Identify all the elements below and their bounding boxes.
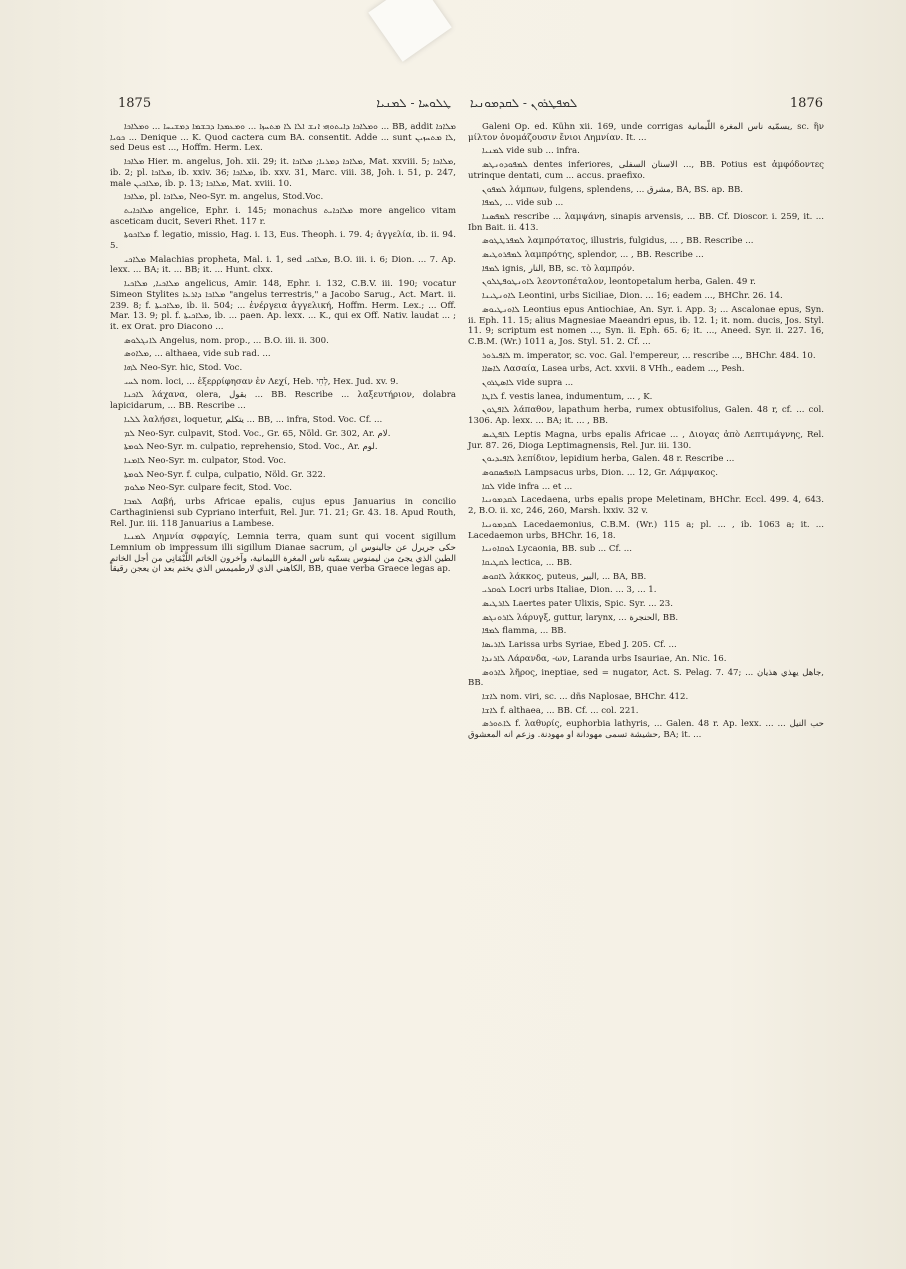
dictionary-entry: ܠܐܣܛܪܘܢ vide supra ... bbox=[482, 378, 574, 389]
dictionary-entry: ܘܡܠܐܟܐ ܕܐܝܬܘܗܝ ܐܢܫ ܐܠܐ ܠܐ ܡܬܚܙܐ ... ܘܡܥܡܕܐ ܕܒܫܡܐ ܕܡܫܝܚܐ ... ܘܡܠܐܟܐ ... BB, addit ܡܠܐܟܐ ܟܘܝܐ ... Denique ... K. Quod cactera cum BA. consentit. Adde ... sunt ܠܐ ܡܬܚܙܝܢ, sed Deus est ..., Hoffm. Herm. Lex. bbox=[110, 122, 457, 154]
dictionary-entry: ܠܡܦܘܢ λάμπων, fulgens, splendens, ... مشرق, BA, BS. ap. BB. bbox=[482, 184, 743, 195]
dictionary-entry: ܠܡܦܪܛܛܘܣ λαμπρότατος, illustris, fulgidus, ... , BB. Rescribe ... bbox=[482, 236, 754, 247]
dictionary-entry: ܠܐܪܘܢܓܣ λάρυγξ, guttur, larynx, ... الحنجرة, BB. bbox=[482, 612, 679, 623]
dictionary-entry: ܠܩܛܝܩܐ lectica, ... BB. bbox=[482, 557, 573, 568]
right-page-number: 1876 bbox=[789, 95, 823, 111]
left-page-number: 1875 bbox=[118, 95, 152, 111]
left-header bbox=[118, 93, 451, 113]
left-column bbox=[110, 122, 456, 578]
dictionary-entry: ܠܠܝܐ λαλήσει, loquetur, يتكلم ... BB, ... infra, Stod. Voc. Cf. ... bbox=[124, 414, 383, 425]
dictionary-entry: ܠܐܫܐ nom. viri, sc. ... dñs Naplosae, BHChr. 412. bbox=[482, 691, 689, 702]
dictionary-entry: ܡܠܐܟܝܐ, ܡܠܐܟܝܐ angelicus, Amir. 148, Ephr. i. 132, C.B.V. iii. 190; vocatur Simeon Stylites ܡܠܐܟܐ ܕܐܪܥܐ "angelus terrestris," a Jacobo Sarug., Act. Mart. ii. 239. 8; f. ܡܠܐܟܝܬܐ, ib. ii. 504; ... ἐνέργεια ἀγγελική, Hoffm. Herm. Lex.; ... Off. Mar. 13. 9; pl. f. ܡܠܐܟܝܬܐ, ib. ... paen. Ap. lexx. ... K., qui ex Off. Nativ. laudat ... ; it. ex Orat. pro Diacono ... bbox=[110, 279, 457, 332]
dictionary-entry: ܠܘܩܐܘܢܝܐ Lycaonia, BB. sub ... Cf. ... bbox=[482, 544, 632, 555]
dictionary-entry: ܡܠܘܡ Neo-Syr. culpare fecit, Stod. Voc. bbox=[124, 483, 292, 494]
dictionary-entry: ܠܐܘܢܛܝܘܣ Leontius epus Antiochiae, An. Syr. i. App. 3; ... Ascalonae epus, Syn. ii. Eph. 11. 15; alius Magnesiae Maeandri epus, ib. 12. 1; it. nom. ducis, Jos. Styl. 11. 9; scriptum est nomen ..., Syn. ii. Eph. 65. 6; it. ..., Aneed. Syr. ii. 227. 16, C.B.M. (Wr.) 1011 a, Jos. Styl. 51. 2. Cf. ... bbox=[468, 304, 824, 347]
dictionary-entry: ܠܐܫܐ f. althaea, ... BB. Cf. ... col. 221. bbox=[482, 705, 639, 716]
right-header bbox=[470, 93, 823, 113]
dictionary-entry: ܠܐܣܐܐ Λασαία, Lasea urbs, Act. xxvii. 8 VHh., eadem ..., Pesh. bbox=[482, 364, 745, 375]
dictionary-entry: ܠܐܛܐ f. vestis lanea, indumentum, ... , K. bbox=[482, 391, 653, 402]
dictionary-entry: ܠܐܘܢܛܝܢܐ Leontini, urbs Siciliae, Dion. ... 16; eadem ..., BHChr. 26. 14. bbox=[482, 291, 783, 302]
left-running-title: ܛܠܘܚܐ - ܠܡܢܝܐ bbox=[376, 95, 451, 110]
dictionary-entry: ܠܐܡܢܐ Neo-Syr. m. culpator, Stod. Voc. bbox=[124, 455, 287, 466]
dictionary-entry: ܠܐܦܝܕܝܘܢ λεπίδιον, lepidium herba, Galen. 48 r. Rescribe ... bbox=[482, 454, 735, 465]
dictionary-entry: ܠܡܢܝܐ Λημνία σφραγίς, Lemnia terra, quam sunt qui vocent sigillum Lemnium ob impressum illi sigillum Dianae sacrum, حكى جريرل عن جالينوس ان الطين الذي يجئ من ليمنوس يسمّيه ناس المغرة الليمانية، وآخرون الخاتم اللَّيْمَانِي من أجل الخاتم الكاهني الذي لارطميمس الذي يختم بعد ان يعجن رقيقاً, BB, quae verba Graece legas ap. bbox=[110, 532, 456, 575]
dictionary-entry: ܡܠܐܟܝ Malachias propheta, Mal. i. 1, sed ܡܠܐܟܝ, B.O. iii. i. 6; Dion. ... 7. Ap. lexx. ... BA; it. ... BB; it. ... Hunt. clxx. bbox=[110, 254, 456, 276]
dictionary-entry: ܠܡܦܘܕܘܢܛܣ dentes inferiores, الاسنان السفلى ..., BB. Potius est ἀμφόδοντες utrinque dentati, cum ... accus. praefixo. bbox=[468, 160, 824, 181]
dictionary-entry: ܠܡܦܪܘܛܝܣ λαμπρότης, splendor, ... , BB. Rescribe ... bbox=[482, 250, 704, 261]
dictionary-entry: ܠܡܦܐ, ... vide sub ... bbox=[482, 198, 564, 209]
dictionary-entry: ܠܡ Neo-Syr. culpavit, Stod. Voc., Gr. 65, Nöld. Gr. 302, Ar. لام. bbox=[124, 428, 391, 439]
dictionary-entry: ܠܐܡܦܣܩܘܣ Lampsacus urbs, Dion. ... 12, Gr. Λάμψακος. bbox=[482, 467, 718, 478]
dictionary-entry: ܡܠܐܟܐܝܬ angelice, Ephr. i. 145; monachus ܡܠܐܟܐܝܬ more angelico vitam asceticam ducit, Severi Rhet. 117 r. bbox=[110, 205, 456, 227]
dictionary-entry: ܠܚܝ nom. loci, ... ἐξερρίφησαν ἐν Λεχί, Heb. לְחִי, Hex. Jud. xv. 9. bbox=[124, 376, 399, 387]
dictionary-entry: ܠܡܒܐ Λαβή, urbs Africae epalis, cujus epus Januarius in concilio Carthaginiensi sub Cypriano interfuit, Rel. Jur. 71. 21; Gr. 43. 18. Apud Routh, Rel. Jur. iii. 118 Januarius a Lambese. bbox=[110, 497, 456, 529]
dictionary-entry: ܠܘܡܬܐ Neo-Syr. m. culpatio, reprehensio, Stod. Voc., Ar. لوم. bbox=[124, 442, 378, 453]
dictionary-entry: ܠܐܢܓܠܘܣ Angelus, nom. prop., ... B.O. iii. ii. 300. bbox=[124, 335, 329, 346]
dictionary-entry: ܠܐܩܘܣ λάκκος, puteus, البير, ... BA, BB. bbox=[482, 571, 647, 582]
dictionary-entry: ܠܘܩܪܝ Locri urbs Italiae, Dion. ... 3, ... 1. bbox=[482, 585, 657, 596]
right-column bbox=[468, 122, 824, 744]
dictionary-entry: ܠܐܪܝܣܐ Larissa urbs Syriae, Ebed J. 205. Cf. ... bbox=[482, 640, 677, 651]
dictionary-entry: Galeni Op. ed. Kühn xii. 169, unde corrigas يسمّيه ناس المغرة اللّيمانية, sc. ἣν μίλτον ὀνομάζουσιν ἔνιοι Λημνίαν. It. ... bbox=[468, 122, 824, 143]
dictionary-entry: ܠܗܐ Neo-Syr. hic, Stod. Voc. bbox=[124, 363, 243, 374]
dictionary-entry: ܡܠܐܟܐ, pl. ܡܠܐܟܐ, Neo-Syr. m. angelus, Stod.Voc. bbox=[124, 192, 324, 203]
dictionary-entry: ܡܠܐܘܣ, ... althaea, vide sub rad. ... bbox=[124, 349, 271, 360]
dictionary-entry: ܠܘܡܬܐ Neo-Syr. f. culpa, culpatio, Nöld. Gr. 322. bbox=[124, 469, 326, 480]
dictionary-entry: ܠܐܘܢܛܘܦܛܠܘܢ λεοντοπέταλον, leontopetalum herba, Galen. 49 r. bbox=[482, 277, 756, 288]
dictionary-entry: ܠܐܟܢܐ λάχανα, olera, بقول ... BB. Rescribe ... λαξευτήριον, dolabra lapicidarum, ... BB. Rescribe ... bbox=[110, 390, 456, 412]
dictionary-entry: ܠܡܢܝܐ vide sub ... infra. bbox=[482, 146, 580, 157]
dictionary-entry: ܠܡܦܣܢܐ rescribe ... λαμψάνη, sinapis arvensis, ... BB. Cf. Dioscor. i. 259, it. ... Ibn Bait. ii. 413. bbox=[468, 211, 824, 233]
folded-corner bbox=[368, 0, 452, 62]
dictionary-entry: ܠܩܐ vide infra ... et ... bbox=[482, 481, 573, 492]
dictionary-entry: ܠܐܪܢܕܐ Λάρανδα, -ων, Laranda urbs Isauriae, An. Nic. 16. bbox=[482, 653, 727, 664]
dictionary-entry: ܠܐܦܝܪܘܪ m. imperator, sc. voc. Gal. l'empereur, ... rescribe ..., BHChr. 484. 10. bbox=[482, 350, 816, 361]
dictionary-entry: ܠܡܦܐ flamma, ... BB. bbox=[482, 626, 567, 637]
right-running-title: ܠܡܦܛܪܘܢ - ܠܩܕܡܘܢܝܐ bbox=[470, 95, 578, 110]
dictionary-entry: ܡܠܐܟܘܬܐ f. legatio, missio, Hag. i. 13, Eus. Theoph. i. 79. 4; ἀγγελία, ib. ii. 94. 5. bbox=[110, 230, 456, 252]
dictionary-entry: ܠܩܕܡܘܢܝܐ Lacedaemonius, C.B.M. (Wr.) 115 a; pl. ... , ib. 1063 a; it. ... Lacedaemon urbs, BHChr. 16, 18. bbox=[468, 519, 824, 541]
dictionary-entry: ܡܠܐܟܐ Hier. m. angelus, Joh. xii. 29; it. ܡܠܐܟܐ ܕܡܪܝܐ; ܡܠܐܟܐ, Mat. xxviii. 5; ܡܠܐܟܐ, ib. 2; pl. ܡܠܐܟܐ, ib. xxiv. 36; ܡܠܐܟܐ, ib. xxv. 31, Marc. viii. 38, Joh. i. 51, p. 247, male ܡܠܐܟܝܢ, ib. p. 13; ܡܠܐܟܐ, Mat. xviii. 10. bbox=[110, 157, 457, 189]
dictionary-entry: ܠܐܬܘܪܣ f. λαθυρίς, euphorbia lathyris, ... Galen. 48 r. Ap. lexx. ... حب النيل ... حشيشة تسمى مهودانة او مهودنة. وزعم انه المعشوق, BA; it. ... bbox=[468, 719, 824, 741]
dictionary-entry: ܠܡܦܐ ignis, النار, BB, sc. τὸ λαμπρόν. bbox=[482, 263, 635, 274]
dictionary-entry: ܠܐܪܛܝܣ Laertes pater Ulixis, Spic. Syr. ... 23. bbox=[482, 599, 673, 610]
dictionary-entry: ܠܐܦܛܝܣ Leptis Magna, urbs epalis Africae ... , Διογας ἀπὸ Λεπτιμάγνης, Rel. Jur. 87. 26, Dioga Leptimagnensis, Rel. Jur. iii. 130. bbox=[468, 429, 824, 451]
dictionary-entry: ܠܩܕܡܘܢܝܐ Lacedaena, urbs epalis prope Meletinam, BHChr. Eccl. 499. 4, 643. 2, B.O. ii. xc, 246, 260, Marsh. lxxiv. 32 v. bbox=[468, 495, 824, 517]
dictionary-entry: ܠܐܦܛܘܢ λάπαθον, lapathum herba, rumex obtusifolius, Galen. 48 r, cf. ... col. 1306. Ap. lexx. ... BA; it. ... , BB. bbox=[468, 405, 824, 427]
dictionary-entry: ܠܐܪܘܣ λῆρος, ineptiae, sed = nugator, Act. S. Pelag. 7. 47; ... جاهل يهذي هذيان, BB. bbox=[468, 667, 825, 689]
